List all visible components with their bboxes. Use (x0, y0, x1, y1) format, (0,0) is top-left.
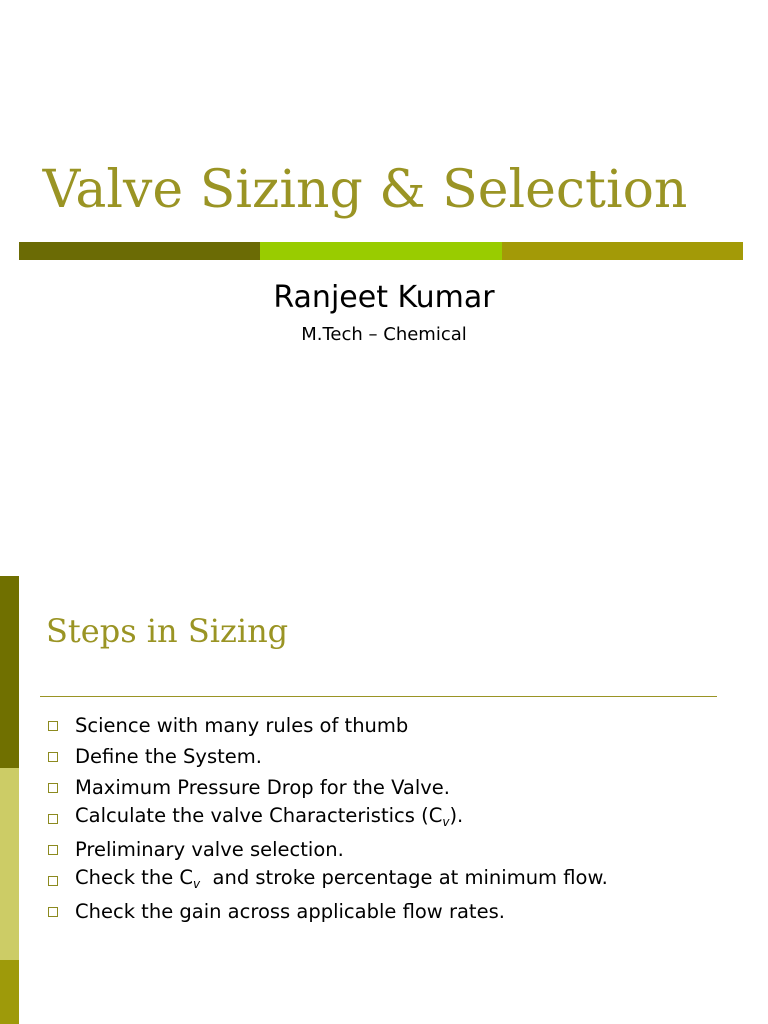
accent-bar-bright (260, 242, 501, 260)
list-item (48, 834, 608, 865)
square-bullet-icon (48, 845, 58, 855)
list-item-text: Preliminary valve selection. (75, 838, 344, 861)
author-degree: M.Tech – Chemical (301, 324, 467, 345)
text-part: and stroke percentage at minimum flow. (200, 865, 608, 889)
accent-bar-olive (502, 242, 743, 260)
list-item (48, 865, 608, 896)
side-strip-light (0, 768, 19, 960)
list-item (48, 772, 608, 803)
square-bullet-icon (48, 814, 58, 824)
list-item-text (75, 800, 463, 838)
list-item-text: Define the System. (75, 745, 262, 768)
slide-title: Steps in Sizing (46, 612, 289, 650)
accent-bar-dark (19, 242, 260, 260)
list-item (48, 741, 608, 772)
square-bullet-icon (48, 721, 58, 731)
presentation-title: Valve Sizing & Selection (42, 160, 688, 220)
list-item (48, 710, 608, 741)
square-bullet-icon (48, 752, 58, 762)
list-item (48, 896, 608, 927)
list-item-text: Maximum Pressure Drop for the Valve. (75, 776, 450, 799)
content-slide (0, 512, 768, 1024)
author-name: Ranjeet Kumar (273, 280, 495, 315)
list-item-text: Check the gain across applicable flow rates. (75, 900, 505, 923)
bullet-list (48, 710, 608, 927)
list-item-text: Science with many rules of thumb (75, 714, 409, 737)
subscript: v (193, 876, 201, 891)
title-divider (40, 696, 717, 697)
side-accent-strip (0, 576, 19, 1024)
list-item-text (75, 862, 608, 900)
list-item (48, 803, 608, 834)
text-part: ). (449, 803, 464, 827)
subscript: v (442, 814, 450, 829)
square-bullet-icon (48, 907, 58, 917)
side-strip-dark (0, 576, 19, 768)
square-bullet-icon (48, 783, 58, 793)
square-bullet-icon (48, 876, 58, 886)
side-strip-mid (0, 960, 19, 1024)
text-part: Calculate the valve Characteristics (C (75, 803, 443, 827)
text-part: Check the C (75, 865, 193, 889)
title-accent-bar (19, 242, 743, 260)
